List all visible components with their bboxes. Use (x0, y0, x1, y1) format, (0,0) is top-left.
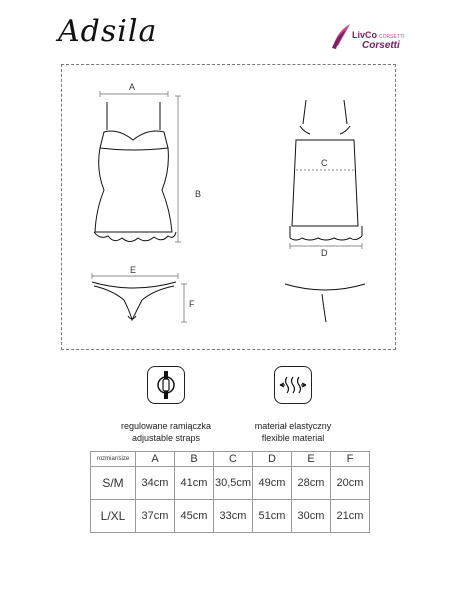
product-title: Adsila (58, 14, 158, 49)
flexible-material-icon (274, 366, 312, 404)
measure-label-d: D (321, 248, 328, 258)
row-size-label: S/M (91, 467, 136, 500)
table-row (91, 467, 370, 500)
table-cell: 41cm (175, 467, 214, 500)
measure-label-a: A (129, 82, 136, 92)
thong-front-drawing (92, 282, 176, 320)
feature-caption-pl: regulowane ramiączka (120, 421, 212, 431)
table-cell: 33cm (214, 500, 253, 533)
column-header: F (331, 452, 370, 467)
table-cell: 28cm (292, 467, 331, 500)
table-cell: 30,5cm (214, 467, 253, 500)
adjustable-strap-icon (147, 366, 185, 404)
table-cell: 21cm (331, 500, 370, 533)
column-header: B (175, 452, 214, 467)
measure-label-f: F (189, 299, 195, 309)
measure-label-b: B (195, 189, 202, 199)
feature-caption-en: adjustable straps (131, 433, 201, 443)
table-cell: 20cm (331, 467, 370, 500)
measure-label-c: C (321, 158, 328, 168)
table-cell: 37cm (136, 500, 175, 533)
feature-caption-pl: materiał elastyczny (254, 421, 332, 431)
feature-caption-straps (100, 420, 232, 444)
chemise-front-drawing (94, 102, 176, 242)
size-table-header (91, 452, 370, 467)
table-cell: 30cm (292, 500, 331, 533)
measure-label-e: E (130, 265, 137, 275)
table-cell: 34cm (136, 467, 175, 500)
table-cell: 51cm (253, 500, 292, 533)
table-cell: 45cm (175, 500, 214, 533)
column-header: C (214, 452, 253, 467)
table-row (91, 500, 370, 533)
thong-back-drawing (285, 284, 365, 322)
column-header: A (136, 452, 175, 467)
column-header: E (292, 452, 331, 467)
size-table-corner: rozmiar/size (91, 452, 136, 467)
feature-caption-material (227, 420, 359, 444)
brand-line2: Corsetti (362, 40, 400, 51)
feature-caption-en: flexible material (261, 433, 325, 443)
row-size-label: L/XL (91, 500, 136, 533)
column-header: D (253, 452, 292, 467)
brand-line1: LivCo CORSETTI (352, 30, 405, 40)
size-table (90, 451, 370, 533)
table-cell: 49cm (253, 467, 292, 500)
